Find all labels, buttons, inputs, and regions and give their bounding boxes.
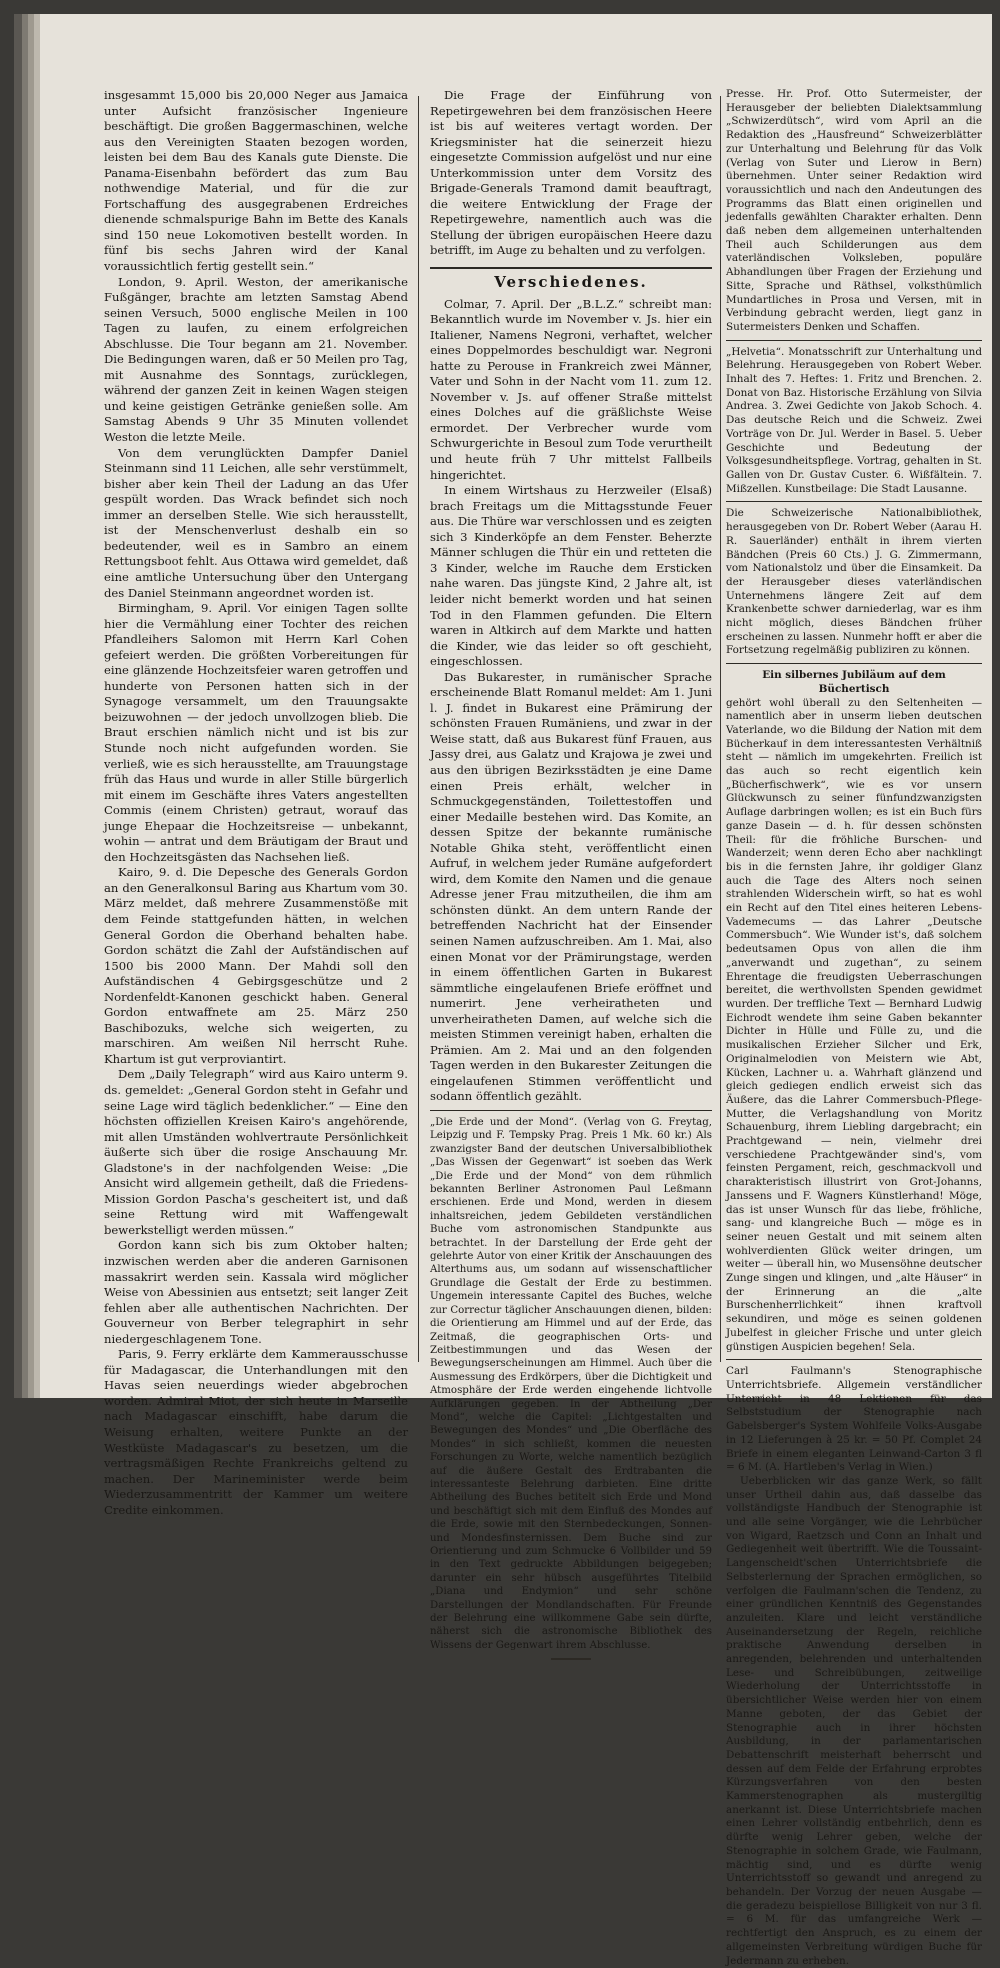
article-paris-madagascar: Paris, 9. Ferry erklärte dem Kammerausschusse für Madagascar, die Unterhandlungen mit den Havas seien neuerdings wieder abgebrochen worden. Admiral Miot, der sich heute in Marseille nach Madagascar einschifft, habe darum die Weisung erhalten, weitere Punkte an der Westküste Madagascar's zu besetzen, um die vertragsmäßigen Rechte Frankreichs geltend zu machen. Der Marineminister werde beim Wiederzusammentritt der Kammer um weitere Credite einkommen. bbox=[104, 1347, 408, 1517]
article-colmar: Colmar, 7. April. Der „B.L.Z.“ schreibt man: Bekanntlich wurde im November v. Js. hier ein Italiener, Namens Negroni, verhaftet, welcher eines Doppelmordes beschuldigt war. Negroni hatte zu Perouse in Frankreich zwei Männer, Vater und Sohn in der Nacht vom 11. zum 12. November v. Js. auf offener Straße mittelst eines Dolches auf die gräßlichste Weise ermordet. Der Verbrecher wurde vom Schwurgerichte in Besoul zum Tode verurtheilt und heute früh 7 Uhr mittelst Fallbeils hingerichtet. bbox=[430, 296, 712, 482]
column-rule bbox=[720, 96, 721, 1362]
article-kairo-gordon: Kairo, 9. d. Die Depesche des Generals Gordon an den Generalkonsul Baring aus Khartum vom 30. März meldet, daß mehrere Zusammenstöße mit dem Feinde stattgefunden hätten, in welchen General Gordon die Oberhand behalten habe. Gordon schätzt die Zahl der Aufständischen auf 1500 bis 2000 Mann. Der Mahdi soll den Aufständischen 4 Gebirgsgeschütze und 2 Nordenfeldt-Kanonen geschickt haben. General Gordon entwaffnete am 25. März 250 Baschibozuks, welche sich weigerten, zu marschiren. Am weißen Nil herrscht Ruhe. Khartum ist gut verproviantirt. bbox=[104, 865, 408, 1066]
divider bbox=[726, 501, 982, 502]
article-birmingham-wedding: Birmingham, 9. April. Vor einigen Tagen sollte hier die Vermählung einer Tochter des reichen Pfandleihers Salomon mit Herrn Karl Cohen gefeiert werden. Die größten Vorbereitungen für eine glänzende Hochzeitsfeier waren getroffen und hunderte von Personen hatten sich in der Synagoge versammelt, um den Trauungsakte beizuwohnen — der jedoch unvollzogen blieb. Die Braut erschien nämlich nicht und ist bis zur Stunde noch nicht aufgefunden worden. Sie verließ, wie es sich herausstellte, am Trauungstage früh das Haus und wurde in aller Stille bürgerlich mit einem im Geschäfte ihres Vaters angestellten Commis (einem Christen) getraut, worauf das junge Ehepaar die Hochzeitsreise — unbekannt, wohin — antrat und dem Bräutigam der Braut und den Hochzeitsgästen das Nachsehen ließ. bbox=[104, 601, 408, 864]
newspaper-page bbox=[40, 14, 992, 1967]
column-right bbox=[726, 88, 982, 1967]
column-rule bbox=[418, 96, 419, 1362]
column-middle bbox=[430, 88, 712, 1651]
notice-helvetia: „Helvetia“. Monatsschrift zur Unterhaltung und Belehrung. Herausgegeben von Robert Weber. Inhalt des 7. Heftes: 1. Fritz und Brenchen. 2. Donat von Baz. Historische Erzählung von Silvia Andrea. 3. Zwei Gedichte von Jakob Schoch. 4. Das deutsche Reich und die Schweiz. Zwei Vorträge von Dr. Jul. Werder in Basel. 5. Ueber Geschichte und Bedeutung der Volksgesundheitspflege. Vortrag, gehalten in St. Gallen von Dr. Gustav Custer. 6. Wißfältein. 7. Mißzellen. Kunstbeilage: Die Stadt Lausanne. bbox=[726, 345, 982, 495]
column-left bbox=[104, 88, 408, 1517]
divider bbox=[726, 340, 982, 341]
article-gordon-october: Gordon kann sich bis zum Oktober halten; inzwischen werden aber die anderen Garnisonen massakrirt werden sein. Kassala wird möglicher Weise von Abessinien aus entsetzt; seit langer Zeit fehlen aber alle authentischen Nachrichten. Der Gouverneur von Berber telegraphirt in sehr niedergeschlagenem Tone. bbox=[104, 1238, 408, 1346]
review-erde-und-mond: „Die Erde und der Mond“. (Verlag von G. Freytag, Leipzig und F. Tempsky Prag. Preis 1 Mk. 60 kr.) Als zwanzigster Band der deutschen Universalbibliothek „Das Wissen der Gegenwart“ ist soeben das Werk „Die Erde und der Mond“ von dem rühmlich bekannten Berliner Astronomen Paul Leßmann erschienen. Erde und Mond, werden in diesem inhaltsreichen, jedem Gebildeten verständlichen Buche vom astronomischen Standpunkte aus betrachtet. In der Darstellung der Erde geht der gelehrte Autor von einer Kritik der Anschauungen des Alterthums aus, um sodann auf wissenschaftlicher Grundlage die Gestalt der Erde zu bestimmen. Ungemein interessante Capitel des Buches, welche zur Correctur täglicher Anschauungen dienen, bilden: die Orientierung am Himmel und auf der Erde, das Zeitmaß, die geographischen Orts- und Zeitbestimmungen und das Wesen der Bewegungserscheinungen am Himmel. Auch über die Ausmessung des Erdkörpers, über die Dichtigkeit und Atmosphäre der Erde werden eingehende lichtvolle Aufklärungen gegeben. In der Abtheilung „Der Mond“, welche die Capitel: „Lichtgestalten und Bewegungen des Mondes“ und „Die Oberfläche des Mondes“ in sich schließt, kommen die neuesten Forschungen zu Worte, welche namentlich bezüglich auf die äußere Gestalt des Erdtrabanten die interessanteste Belehrung darbieten. Eine dritte Abtheilung des Buches betitelt sich Erde und Mond und beschäftigt sich mit dem Einfluß des Mondes auf die Erde, sowie mit den Sternbedeckungen, Sonnen- und Mondesfinsternissen. Dem Buche sind zur Orientierung und zum Schmucke 6 Vollbilder und 59 in den Text gedruckte Abbildungen beigegeben; darunter ein sehr hübsch ausgeführtes Titelbild „Diana und Endymion“ und sehr schöne Darstellungen der Mondlandschaften. Für Freunde der Belehrung eine willkommene Gabe sein dürfte, näherst sich die astronomische Bibliothek des Wissens der Gegenwart ihrem Abschlusse. bbox=[430, 1117, 712, 1651]
notice-commersbuch: gehört wohl überall zu den Seltenheiten — namentlich aber in unserm lieben deutschen Vaterlande, wo die Bildung der Nation mit dem Bücherkauf in dem interessantesten Verhältniß steht — nämlich im umgekehrten. Freilich ist das auch so recht eigentlich kein „Bücherfischwerk“, wie es vor unsern Glückwunsch zu seiner fünfundzwanzigsten Auflage darbringen wollen; es ist ein Buch fürs ganze Dasein — d. h. für dessen schönsten Theil: für die fröhliche Burschen- und Wanderzeit; wenn deren Echo aber nachklingt bis in die fernsten Jahre, ihr goldiger Glanz auch die Tage des Alters noch seinen strahlenden Widerschein wirft, so hat es wohl ein Recht auf den Titel eines heiteren Lebens-Vademecums — das Lahrer „Deutsche Commersbuch“. Wie Wunder ist's, daß solchem bedeutsamen Opus von allen die ihm „anverwandt und zugethan“, zu seinem Ehrentage die freudigsten Ueberraschungen bereitet, die werthvollsten Spenden gewidmet wurden. Der treffliche Text — Bernhard Ludwig Eichrodt wendete ihm seine Gaben bekannter Dichter in Hülle und Fülle zu, und die musikalischen Erzieher Silcher und Erk, Originalmelodien von Meistern wie Abt, Kücken, Lachner u. a. Wahrhaft glänzend und gleich gediegen endlich erweist sich das Äußere, das die Lahrer Commersbuch-Pflege-Mutter, die Verlagshandlung von Moritz Schauenburg, ihrem Liebling dargebracht; ein Prachtgewand — nein, vielmehr drei verschiedene Prachtgewänder sind's, vom feinsten Pergament, reich, geschmackvoll und charakteristisch illustrirt von Grot-Johanns, Janssens und F. Wagners Künstlerhand! Möge, das ist unser Wunsch für das liebe, fröhliche, sang- und klangreiche Buch — möge es in seiner neuen Gestalt und mit seinem alten wohlverdienten Glück weiter dringen, um weiter — überall hin, wo Musensöhne deutscher Zunge singen und klingen, und „alte Häuser“ in der Erinnerung an die „alte Burschenherrlichkeit“ ihnen kraftvoll sekundiren, und möge es seinen goldenen Jubelfest in gleicher Frische und unter gleich günstigen Auspicien begehen! Sela. bbox=[726, 696, 982, 1353]
article-bukarest-beauty: Das Bukarester, in rumänischer Sprache erscheinende Blatt Romanul meldet: Am 1. Juni l. J. findet in Bukarest eine Prämirung der schönsten Frauen Rumäniens, und zwar in der Weise statt, daß aus Bukarest fünf Frauen, aus Jassy drei, aus Galatz und Krajowa je zwei und aus den übrigen Bezirksstädten je eine Dame einen Preis erhält, welcher in Schmuckgegenständen, Toilettestoffen und einer Medaille bestehen wird. Das Komite, an dessen Spitze der bekannte rumänische Notable Ghika steht, veröffentlicht einen Aufruf, in welchem jeder Rumäne aufgefordert wird, dem Komite den Namen und die genaue Adresse jener Frau mitzutheilen, die ihm am schönsten dünkt. An dem untern Rande der betreffenden Nachricht hat der Einsender seinen Namen aufzuschreiben. Am 1. Mai, also einen Monat vor der Prämirungstage, werden in einem öffentlichen Garten in Bukarest sämmtliche eingelaufenen Briefe eröffnet und numerirt. Jene verheiratheten und unverheiratheten Damen, auf welche sich die meisten Stimmen vereinigt haben, erhalten die Prämien. Am 2. Mai und an den folgenden Tagen werden in den Bukarester Zeitungen die eingelaufenen Stimmen veröffentlicht und sodann öffentlich gezählt. bbox=[430, 669, 712, 1104]
notice-faulmann: Carl Faulmann's Stenographische Unterrichtsbriefe. Allgemein verständlicher Unterricht in 48 Lektionen für das Selbststudium der Stenographie nach Gabelsberger's System Wohlfeile Volks-Ausgabe in 12 Lieferungen à 25 kr. = 50 Pf. Complet 24 Briefe in einem eleganten Leinwand-Carton 3 fl = 6 M. (A. Hartleben's Verlag in Wien.) bbox=[726, 1365, 982, 1474]
end-rule bbox=[551, 1658, 591, 1660]
notice-nationalbibliothek: Die Schweizerische Nationalbibliothek, herausgegeben von Dr. Robert Weber (Aarau H. R. Sauerländer) enthält in ihrem vierten Bändchen (Preis 60 Cts.) J. G. Zimmermann, vom Nationalstolz und über die Einsamkeit. Da der Herausgeber dieses vaterländischen Unternehmens längere Zeit auf dem Krankenbette schwer darniederlag, war es ihm nicht möglich, dieses Bändchen früher erscheinen zu lassen. Nunmehr hofft er aber die Fortsetzung regelmäßig publiziren zu können. bbox=[726, 507, 982, 657]
article-herzweiler-fire: In einem Wirtshaus zu Herzweiler (Elsaß) brach Freitags um die Mittagsstunde Feuer aus. Die Thüre war verschlossen und es zeigten sich 3 Kinderköpfe an dem Fenster. Beherzte Männer schlugen die Thür ein und retteten die 3 Kinder, welche im Rauche dem Ersticken nahe waren. Das jüngste Kind, 2 Jahre alt, ist leider nicht bemerkt worden und hat seinen Tod in den Flammen gefunden. Die Eltern waren in Altkirch auf dem Markte und hatten die Kinder, wie das leider so oft geschieht, eingeschlossen. bbox=[430, 483, 712, 669]
divider bbox=[726, 663, 982, 664]
review-faulmann: Ueberblicken wir das ganze Werk, so fällt unser Urtheil dahin aus, daß dasselbe das vollständigste Handbuch der Stenographie ist und alle seine Vorgänger, wie die Lehrbücher von Wigard, Raetzsch und Conn an Inhalt und Gediegenheit weit übertrifft. Wie die Toussaint-Langenscheidt'schen Unterrichtsbriefe die Selbsterlernung der Sprachen ermöglichen, so verfolgen die Faulmann'schen die Tendenz, zu einer gründlichen Kenntniß des Gegenstandes anzuleiten. Klare und leicht verständliche Auseinandersetzung der Regeln, reichliche praktische Anwendung derselben in anregenden, belehrenden und unterhaltenden Lese- und Schreibübungen, zeitweilige Wiederholung der Unterrichtsstoffe in übersichtlicher Weise werden hier von einem Manne geboten, der das Gebiet der Stenographie auch in ihrer höchsten Ausbildung, in der parlamentarischen Debattenschrift meisterhaft beherrscht und dessen auf dem Felde der Erfahrung erprobtes Kürzungsverfahren von den besten Kammerstenographen als mustergiltig anerkannt ist. Diese Unterrichtsbriefe machen einen Lehrer vollständig entbehrlich, denn es dürfte wenig Lehrer geben, welche der Stenographie in solchem Grade, wie Faulmann, mächtig sind, und es dürfte wenig Unterrichtsstoff so gewandt und anregend zu behandeln. Der Vorzug der neuen Ausgabe — die geradezu beispiellose Billigkeit von nur 3 fl. = 6 M. für das umfangreiche Werk — rechtfertigt den Anspruch, es zu einem der allgemeinsten Verbreitung würdigen Buche für Jedermann zu erheben. bbox=[726, 1474, 982, 1967]
notice-presse: Presse. Hr. Prof. Otto Sutermeister, der Herausgeber der beliebten Dialektsammlung „Schwizerdütsch“, wird vom April an die Redaktion des „Hausfreund“ Schweizerblätter zur Unterhaltung und Belehrung für das Volk (Verlag von Suter und Lierow in Bern) übernehmen. Unter seiner Redaktion wird voraussichtlich und nach den Andeutungen des Programms das Blatt einen originellen und jedenfalls gewählten Charakter erhalten. Denn daß neben dem allgemeinen unterhaltenden Theil auch Schilderungen aus dem vaterländischen Volksleben, populäre Abhandlungen über Fragen der Erziehung und Sitte, Sprache und Räthsel, volksthümlich Mundartliches in Prosa und Versen, mit in Verbindung gebracht werden, liegt ganz in Sutermeisters Denken und Schaffen. bbox=[726, 88, 982, 333]
article-london-weston: London, 9. April. Weston, der amerikanische Fußgänger, brachte am letzten Samstag Abend seinen Versuch, 5000 englische Meilen in 100 Tagen zu laufen, zu einem erfolgreichen Abschlusse. Die Tour begann am 21. November. Die Bedingungen waren, daß er 50 Meilen pro Tag, mit Ausnahme des Sonntags, zurücklegen, während der ganzen Zeit in keinen Wagen steigen und keine geistigen Getränke genießen solle. Am Samstag Abends 9 Uhr 35 Minuten vollendet Weston die letzte Meile. bbox=[104, 274, 408, 445]
article-steinmann-wreck: Von dem verunglückten Dampfer Daniel Steinmann sind 11 Leichen, alle sehr verstümmelt, bisher aber kein Theil der Ladung an das Ufer gespült worden. Das Wrack befindet sich noch immer an derselben Stelle. Wie sich herausstellt, ist der Menschenverlust deshalb ein so bedeutender, weil es in Sambro an einem Rettungsboot fehlt. Aus Ottawa wird gemeldet, daß eine amtliche Untersuchung über den Untergang des Daniel Steinmann angeordnet worden ist. bbox=[104, 445, 408, 600]
article-repetirgewehre: Die Frage der Einführung von Repetirgewehren bei dem französischen Heere ist bis auf weiteres vertagt worden. Der Kriegsminister hat die seinerzeit hiezu eingesetzte Commission aufgelöst und nur eine Unterkommission unter dem Vorsitz des Brigade-Generals Tramond damit beauftragt, die weitere Entwicklung der Frage der Repetirgewehre, namentlich auch was die Stellung der übrigen europäischen Heere dazu betrifft, im Auge zu behalten und zu verfolgen. bbox=[430, 88, 712, 258]
divider bbox=[430, 1110, 712, 1111]
article-daily-telegraph: Dem „Daily Telegraph“ wird aus Kairo unterm 9. ds. gemeldet: „General Gordon steht in Gefahr und seine Lage wird täglich bedenklicher.“ — Eine den höchsten offiziellen Kreisen Kairo's angehörende, mit allen Umständen wohlvertraute Persönlichkeit äußerte sich über die rosige Anschauung Mr. Gladstone's in der nachfolgenden Weise: „Die Ansicht wird allgemein getheilt, daß die Friedens-Mission Gordon Pascha's gescheitert ist, und daß seine Rettung wird mit Waffengewalt bewerkstelligt werden müssen.“ bbox=[104, 1067, 408, 1237]
section-heading-verschiedenes: Verschiedenes. bbox=[430, 267, 712, 291]
article-panama-canal: insgesammt 15,000 bis 20,000 Neger aus Jamaica unter Aufsicht französischer Ingenieure beschäftigt. Die großen Baggermaschinen, welche aus den Vereinigten Staaten bezogen worden, leisten bei dem Bau des Kanals gute Dienste. Die Panama-Eisenbahn befördert das zum Bau nothwendige Material, und für die zur Fortschaffung des ausgegrabenen Erdreiches dienende schmalspurige Bahn im Bette des Kanals sind 150 neue Lokomotiven bestellt worden. In fünf bis sechs Jahren wird der Kanal voraussichtlich fertig gestellt sein.“ bbox=[104, 88, 408, 274]
heading-jubilaeum: Ein silbernes Jubiläum auf dem Büchertisch bbox=[762, 669, 946, 695]
divider bbox=[726, 1359, 982, 1360]
